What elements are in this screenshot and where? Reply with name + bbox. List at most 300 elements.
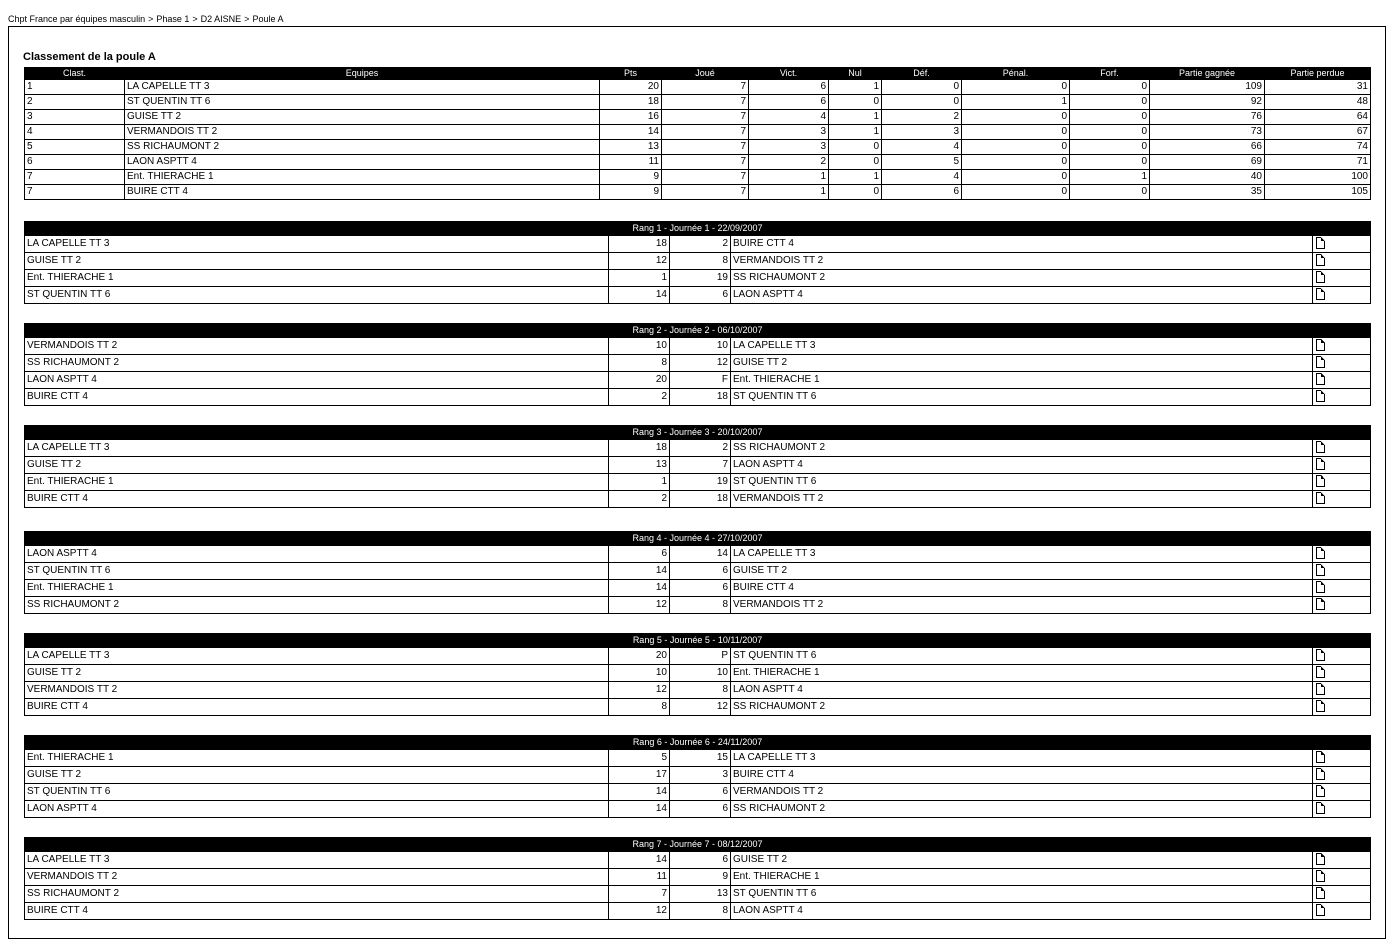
match-sheet-cell [1313,597,1371,614]
document-icon[interactable] [1316,700,1325,712]
away-team[interactable]: GUISE TT 2 [731,563,1313,580]
away-team[interactable]: BUIRE CTT 4 [731,767,1313,784]
round-table [24,425,1371,508]
document-icon[interactable] [1316,666,1325,678]
match-sheet-cell [1313,903,1371,920]
home-score: 12 [609,682,670,699]
home-score: 14 [609,784,670,801]
match-sheet-cell [1313,767,1371,784]
document-icon[interactable] [1316,853,1325,865]
away-team[interactable]: LAON ASPTT 4 [731,903,1313,920]
stat-cell: 1 [829,170,882,185]
home-team[interactable]: GUISE TT 2 [25,253,609,270]
stat-cell: 9 [600,170,662,185]
home-team[interactable]: Ent. THIERACHE 1 [25,474,609,491]
home-score: 10 [609,665,670,682]
stat-cell: 66 [1150,140,1265,155]
stat-cell: 2 [749,155,829,170]
stat-cell: 6 [882,185,962,200]
rank-cell: 2 [25,95,125,110]
match-sheet-cell [1313,546,1371,563]
document-icon[interactable] [1316,802,1325,814]
stat-cell: 109 [1150,80,1265,95]
round-header-row [25,634,1371,648]
home-team[interactable]: SS RICHAUMONT 2 [25,886,609,903]
home-score: 2 [609,491,670,508]
home-team[interactable]: LA CAPELLE TT 3 [25,440,609,457]
stat-cell: 4 [749,110,829,125]
away-team[interactable]: LAON ASPTT 4 [731,287,1313,304]
home-score: 13 [609,457,670,474]
away-team[interactable]: Ent. THIERACHE 1 [731,869,1313,886]
away-score: 6 [670,801,731,818]
away-team[interactable]: ST QUENTIN TT 6 [731,474,1313,491]
home-score: 18 [609,440,670,457]
match-sheet-cell [1313,648,1371,665]
team-name[interactable]: Ent. THIERACHE 1 [125,170,600,185]
stat-cell: 9 [600,185,662,200]
match-sheet-cell [1313,801,1371,818]
stat-cell: 5 [882,155,962,170]
match-sheet-cell [1313,355,1371,372]
document-icon[interactable] [1316,271,1325,283]
breadcrumb [8,14,283,24]
stat-cell: 64 [1265,110,1371,125]
document-icon[interactable] [1316,870,1325,882]
home-team[interactable]: GUISE TT 2 [25,457,609,474]
away-team[interactable]: ST QUENTIN TT 6 [731,389,1313,406]
stat-cell: 4 [882,140,962,155]
stat-cell: 74 [1265,140,1371,155]
away-score: 3 [670,767,731,784]
stat-cell: 18 [600,95,662,110]
away-team[interactable]: VERMANDOIS TT 2 [731,597,1313,614]
away-team[interactable]: SS RICHAUMONT 2 [731,270,1313,287]
stat-cell: 4 [882,170,962,185]
match-row [25,597,1371,614]
round-table [24,221,1371,304]
match-sheet-cell [1313,236,1371,253]
match-sheet-cell [1313,440,1371,457]
away-team[interactable]: ST QUENTIN TT 6 [731,648,1313,665]
home-team[interactable]: SS RICHAUMONT 2 [25,597,609,614]
away-team[interactable]: SS RICHAUMONT 2 [731,699,1313,716]
stat-cell: 7 [662,80,749,95]
home-score: 6 [609,546,670,563]
stat-cell: 100 [1265,170,1371,185]
stat-cell: 73 [1150,125,1265,140]
table-row [25,110,1371,125]
rank-cell: 3 [25,110,125,125]
match-row [25,389,1371,406]
page-title: Classement de la poule A [23,51,156,63]
stat-cell: 0 [1070,155,1150,170]
stat-cell: 20 [600,80,662,95]
breadcrumb-item[interactable]: Chpt France par équipes masculin [8,14,146,24]
document-icon[interactable] [1316,564,1325,576]
round-header-row [25,736,1371,750]
document-icon[interactable] [1316,683,1325,695]
away-score: 2 [670,440,731,457]
away-score: 14 [670,546,731,563]
match-sheet-cell [1313,886,1371,903]
home-team[interactable]: BUIRE CTT 4 [25,699,609,716]
stat-cell: 7 [662,155,749,170]
match-sheet-cell [1313,869,1371,886]
breadcrumb-item: Poule A [252,14,284,24]
match-row [25,236,1371,253]
stat-cell: 3 [749,125,829,140]
home-team[interactable]: ST QUENTIN TT 6 [25,287,609,304]
stat-cell: 0 [882,95,962,110]
stat-cell: 31 [1265,80,1371,95]
home-score: 12 [609,253,670,270]
home-score: 17 [609,767,670,784]
home-team[interactable]: VERMANDOIS TT 2 [25,338,609,355]
stat-cell: 7 [662,95,749,110]
away-team[interactable]: LA CAPELLE TT 3 [731,750,1313,767]
stat-cell: 1 [829,125,882,140]
stat-cell: 1 [1070,170,1150,185]
match-row [25,869,1371,886]
away-score: F [670,372,731,389]
document-icon[interactable] [1316,390,1325,402]
stat-cell: 1 [962,95,1070,110]
match-row [25,474,1371,491]
table-row [25,125,1371,140]
match-row [25,457,1371,474]
match-row [25,903,1371,920]
home-score: 14 [609,563,670,580]
table-row [25,140,1371,155]
match-row [25,750,1371,767]
document-icon[interactable] [1316,751,1325,763]
match-sheet-cell [1313,784,1371,801]
home-team[interactable]: ST QUENTIN TT 6 [25,784,609,801]
match-sheet-cell [1313,580,1371,597]
stat-cell: 0 [1070,185,1150,200]
match-sheet-cell [1313,338,1371,355]
home-score: 14 [609,801,670,818]
document-icon[interactable] [1316,768,1325,780]
stat-cell: 1 [829,80,882,95]
home-team[interactable]: LAON ASPTT 4 [25,546,609,563]
home-team[interactable]: VERMANDOIS TT 2 [25,869,609,886]
round-title: Rang 4 - Journée 4 - 27/10/2007 [25,532,1371,546]
home-score: 1 [609,474,670,491]
match-sheet-cell [1313,270,1371,287]
home-team[interactable]: LAON ASPTT 4 [25,801,609,818]
round-title: Rang 5 - Journée 5 - 10/11/2007 [25,634,1371,648]
away-team[interactable]: Ent. THIERACHE 1 [731,372,1313,389]
stat-cell: 0 [962,125,1070,140]
stat-cell: 0 [962,110,1070,125]
match-sheet-cell [1313,852,1371,869]
home-team[interactable]: SS RICHAUMONT 2 [25,355,609,372]
away-score: 10 [670,665,731,682]
table-row [25,95,1371,110]
round-title: Rang 2 - Journée 2 - 06/10/2007 [25,324,1371,338]
ranking-table [24,67,1371,200]
match-row [25,648,1371,665]
away-score: 9 [670,869,731,886]
stat-cell: 0 [962,140,1070,155]
away-score: 8 [670,903,731,920]
stat-cell: 6 [749,95,829,110]
stat-cell: 7 [662,110,749,125]
stat-cell: 0 [962,155,1070,170]
match-sheet-cell [1313,682,1371,699]
table-row [25,170,1371,185]
document-icon[interactable] [1316,904,1325,916]
round-header-row [25,838,1371,852]
document-icon[interactable] [1316,492,1325,504]
stat-cell: 7 [662,170,749,185]
table-row [25,185,1371,200]
match-sheet-cell [1313,372,1371,389]
table-row [25,80,1371,95]
match-row [25,253,1371,270]
match-row [25,270,1371,287]
stat-cell: 0 [882,80,962,95]
document-icon[interactable] [1316,475,1325,487]
home-team[interactable]: BUIRE CTT 4 [25,389,609,406]
away-team[interactable]: SS RICHAUMONT 2 [731,440,1313,457]
home-team[interactable]: LA CAPELLE TT 3 [25,648,609,665]
document-icon[interactable] [1316,598,1325,610]
stat-cell: 48 [1265,95,1371,110]
home-team[interactable]: Ent. THIERACHE 1 [25,750,609,767]
home-score: 14 [609,287,670,304]
away-score: 6 [670,852,731,869]
stat-cell: 3 [749,140,829,155]
home-team[interactable]: Ent. THIERACHE 1 [25,580,609,597]
stat-cell: 0 [1070,140,1150,155]
match-row [25,767,1371,784]
round-table [24,633,1371,716]
stat-cell: 40 [1150,170,1265,185]
away-team[interactable]: LA CAPELLE TT 3 [731,338,1313,355]
team-name[interactable]: SS RICHAUMONT 2 [125,140,600,155]
column-header: Déf. [882,68,962,80]
home-team[interactable]: ST QUENTIN TT 6 [25,563,609,580]
document-icon[interactable] [1316,547,1325,559]
away-team[interactable]: VERMANDOIS TT 2 [731,784,1313,801]
rank-cell: 1 [25,80,125,95]
stat-cell: 0 [829,185,882,200]
round-table [24,323,1371,406]
stat-cell: 92 [1150,95,1265,110]
home-score: 12 [609,903,670,920]
away-team[interactable]: VERMANDOIS TT 2 [731,253,1313,270]
stat-cell: 0 [1070,110,1150,125]
home-score: 14 [609,580,670,597]
away-score: 10 [670,338,731,355]
round-title: Rang 3 - Journée 3 - 20/10/2007 [25,426,1371,440]
away-score: 8 [670,682,731,699]
rank-cell: 7 [25,185,125,200]
team-name[interactable]: LAON ASPTT 4 [125,155,600,170]
match-row [25,580,1371,597]
document-icon[interactable] [1316,458,1325,470]
home-score: 5 [609,750,670,767]
stat-cell: 0 [962,80,1070,95]
stat-cell: 16 [600,110,662,125]
away-score: 12 [670,355,731,372]
match-sheet-cell [1313,491,1371,508]
document-icon[interactable] [1316,288,1325,300]
home-score: 7 [609,886,670,903]
away-team[interactable]: ST QUENTIN TT 6 [731,886,1313,903]
away-score: 18 [670,491,731,508]
home-score: 20 [609,372,670,389]
away-score: 7 [670,457,731,474]
away-score: 18 [670,389,731,406]
document-icon[interactable] [1316,356,1325,368]
stat-cell: 6 [749,80,829,95]
breadcrumb-item[interactable]: Phase 1 [156,14,190,24]
home-team[interactable]: LAON ASPTT 4 [25,372,609,389]
stat-cell: 1 [749,185,829,200]
home-score: 12 [609,597,670,614]
team-name[interactable]: ST QUENTIN TT 6 [125,95,600,110]
rank-cell: 7 [25,170,125,185]
home-score: 8 [609,355,670,372]
stat-cell: 67 [1265,125,1371,140]
home-score: 10 [609,338,670,355]
match-sheet-cell [1313,287,1371,304]
match-row [25,784,1371,801]
stat-cell: 35 [1150,185,1265,200]
home-team[interactable]: GUISE TT 2 [25,665,609,682]
away-team[interactable]: LA CAPELLE TT 3 [731,546,1313,563]
match-sheet-cell [1313,457,1371,474]
document-icon[interactable] [1316,237,1325,249]
document-icon[interactable] [1316,373,1325,385]
document-icon[interactable] [1316,887,1325,899]
stat-cell: 0 [962,185,1070,200]
round-table [24,837,1371,920]
team-name[interactable]: BUIRE CTT 4 [125,185,600,200]
match-row [25,699,1371,716]
away-team[interactable]: VERMANDOIS TT 2 [731,491,1313,508]
column-header: Vict. [749,68,829,80]
stat-cell: 105 [1265,185,1371,200]
column-header: Equipes [125,68,600,80]
ranking-header-row [25,68,1371,80]
home-score: 11 [609,869,670,886]
round-title: Rang 7 - Journée 7 - 08/12/2007 [25,838,1371,852]
match-row [25,801,1371,818]
away-team[interactable]: LAON ASPTT 4 [731,682,1313,699]
document-icon[interactable] [1316,441,1325,453]
round-table [24,531,1371,614]
document-icon[interactable] [1316,339,1325,351]
match-row [25,287,1371,304]
home-score: 14 [609,852,670,869]
match-row [25,563,1371,580]
match-sheet-cell [1313,253,1371,270]
match-row [25,372,1371,389]
away-score: 6 [670,287,731,304]
column-header: Partie gagnée [1150,68,1265,80]
stat-cell: 7 [662,140,749,155]
stat-cell: 13 [600,140,662,155]
away-score: 8 [670,253,731,270]
away-score: 13 [670,886,731,903]
match-sheet-cell [1313,665,1371,682]
away-team[interactable]: BUIRE CTT 4 [731,580,1313,597]
breadcrumb-item[interactable]: D2 AISNE [200,14,242,24]
stat-cell: 0 [829,140,882,155]
column-header: Pts [600,68,662,80]
document-icon[interactable] [1316,785,1325,797]
home-score: 20 [609,648,670,665]
away-team[interactable]: GUISE TT 2 [731,852,1313,869]
away-score: 8 [670,597,731,614]
away-team[interactable]: LAON ASPTT 4 [731,457,1313,474]
table-row [25,155,1371,170]
column-header: Forf. [1070,68,1150,80]
breadcrumb-separator: > [192,14,198,24]
stat-cell: 71 [1265,155,1371,170]
home-score: 1 [609,270,670,287]
match-row [25,491,1371,508]
away-score: 19 [670,270,731,287]
match-row [25,338,1371,355]
home-score: 18 [609,236,670,253]
document-icon[interactable] [1316,649,1325,661]
stat-cell: 7 [662,185,749,200]
stat-cell: 1 [829,110,882,125]
away-team[interactable]: GUISE TT 2 [731,355,1313,372]
home-team[interactable]: GUISE TT 2 [25,767,609,784]
away-team[interactable]: Ent. THIERACHE 1 [731,665,1313,682]
column-header: Pénal. [962,68,1070,80]
away-team[interactable]: SS RICHAUMONT 2 [731,801,1313,818]
away-team[interactable]: BUIRE CTT 4 [731,236,1313,253]
home-team[interactable]: LA CAPELLE TT 3 [25,236,609,253]
match-sheet-cell [1313,389,1371,406]
round-header-row [25,324,1371,338]
column-header: Nul [829,68,882,80]
stat-cell: 2 [882,110,962,125]
team-name[interactable]: LA CAPELLE TT 3 [125,80,600,95]
away-score: 19 [670,474,731,491]
home-team[interactable]: VERMANDOIS TT 2 [25,682,609,699]
team-name[interactable]: GUISE TT 2 [125,110,600,125]
team-name[interactable]: VERMANDOIS TT 2 [125,125,600,140]
document-icon[interactable] [1316,254,1325,266]
stat-cell: 11 [600,155,662,170]
round-table [24,735,1371,818]
stat-cell: 1 [749,170,829,185]
match-sheet-cell [1313,750,1371,767]
home-team[interactable]: BUIRE CTT 4 [25,491,609,508]
match-row [25,440,1371,457]
stat-cell: 3 [882,125,962,140]
document-icon[interactable] [1316,581,1325,593]
rank-cell: 4 [25,125,125,140]
away-score: 2 [670,236,731,253]
home-team[interactable]: Ent. THIERACHE 1 [25,270,609,287]
away-score: 12 [670,699,731,716]
stat-cell: 0 [1070,80,1150,95]
home-team[interactable]: LA CAPELLE TT 3 [25,852,609,869]
stat-cell: 0 [1070,95,1150,110]
home-team[interactable]: BUIRE CTT 4 [25,903,609,920]
match-row [25,682,1371,699]
